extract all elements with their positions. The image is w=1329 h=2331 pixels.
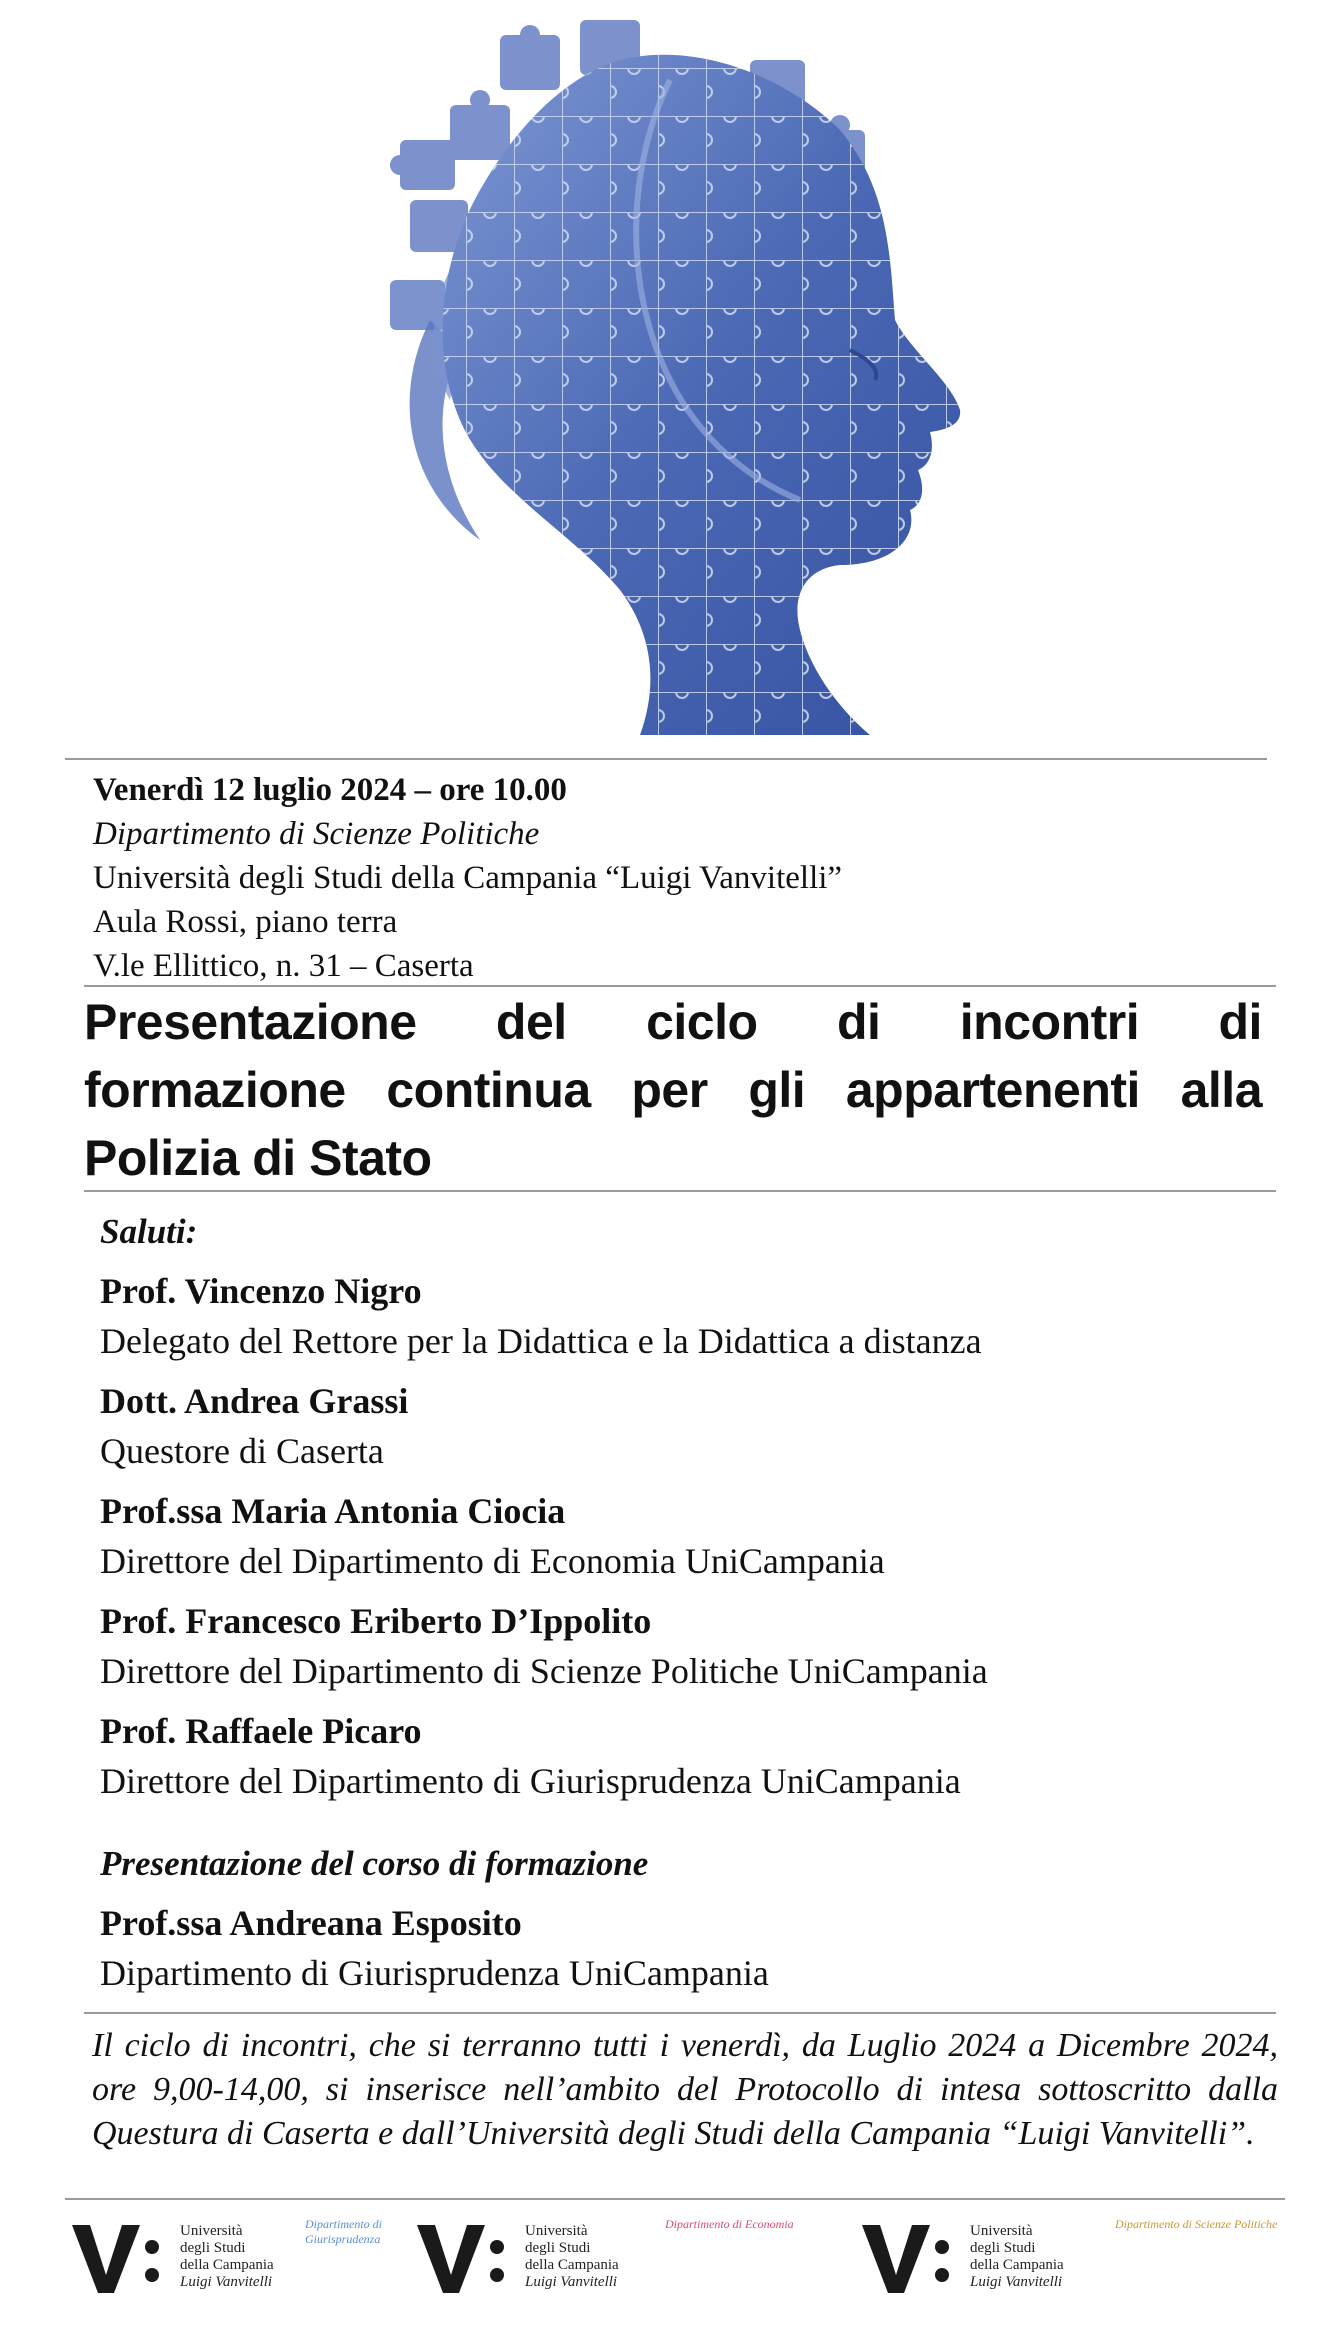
university-line: Luigi Vanvitelli <box>180 2274 273 2290</box>
university-line: degli Studi <box>180 2240 246 2256</box>
department-line: Dipartimento di Economia <box>665 2217 794 2231</box>
university-line: Università <box>180 2223 243 2239</box>
title-word: di <box>1218 994 1262 1050</box>
university-name <box>180 2223 274 2291</box>
speaker-role: Delegato del Rettore per la Didattica e la Didattica a distanza <box>100 1321 982 1361</box>
vanvitelli-v-icon <box>860 2223 950 2295</box>
department-label <box>1115 2217 1310 2232</box>
event-room: Aula Rossi, piano terra <box>93 904 398 940</box>
speaker-name: Prof. Raffaele Picaro <box>100 1711 422 1751</box>
university-line: Luigi Vanvitelli <box>970 2274 1063 2290</box>
speaker <box>100 1596 1280 1696</box>
logo-scienze-politiche <box>860 2205 1310 2315</box>
speaker <box>100 1898 1280 1998</box>
university-line: della Campania <box>525 2257 619 2273</box>
speaker <box>100 1486 1280 1586</box>
divider <box>65 2198 1285 2200</box>
event-university: Università degli Studi della Campania “Luigi Vanvitelli” <box>93 860 843 896</box>
speaker <box>100 1376 1280 1476</box>
university-line: Università <box>525 2223 588 2239</box>
speaker-role: Dipartimento di Giurisprudenza UniCampania <box>100 1953 769 1993</box>
department-line: Dipartimento di Scienze Politiche <box>1115 2217 1278 2231</box>
department-line: Dipartimento di <box>305 2217 382 2231</box>
logo-giurisprudenza <box>70 2205 410 2315</box>
university-name <box>525 2223 619 2291</box>
university-line: della Campania <box>180 2257 274 2273</box>
logo-economia <box>415 2205 835 2315</box>
department-line: Giurisprudenza <box>305 2232 381 2246</box>
speaker-role: Direttore del Dipartimento di Economia UniCampania <box>100 1541 885 1581</box>
speaker-name: Dott. Andrea Grassi <box>100 1381 409 1421</box>
title-line-3: Polizia di Stato <box>84 1130 432 1186</box>
course-heading: Presentazione del corso di formazione <box>100 1844 649 1883</box>
divider <box>84 1190 1276 1192</box>
vanvitelli-v-icon <box>70 2223 160 2295</box>
event-date: Venerdì 12 luglio 2024 – ore 10.00 <box>93 772 567 808</box>
title-word: Presentazione <box>84 994 417 1050</box>
event-address: V.le Ellittico, n. 31 – Caserta <box>93 948 474 984</box>
university-line: degli Studi <box>525 2240 591 2256</box>
speaker-role: Questore di Caserta <box>100 1431 384 1471</box>
speaker-name: Prof.ssa Maria Antonia Ciocia <box>100 1491 566 1531</box>
logo-strip <box>70 2205 1310 2315</box>
divider <box>65 758 1267 760</box>
speaker-name: Prof. Vincenzo Nigro <box>100 1271 422 1311</box>
speaker-name: Prof. Francesco Eriberto D’Ippolito <box>100 1601 652 1641</box>
department-label <box>665 2217 835 2232</box>
vanvitelli-v-icon <box>415 2223 505 2295</box>
university-name <box>970 2223 1064 2291</box>
divider <box>84 985 1276 987</box>
program <box>100 1208 1280 1998</box>
speaker <box>100 1266 1280 1366</box>
event-details <box>93 768 1273 988</box>
department-label <box>305 2217 415 2247</box>
speaker-role: Direttore del Dipartimento di Giurisprudenza UniCampania <box>100 1761 961 1801</box>
university-line: Luigi Vanvitelli <box>525 2274 618 2290</box>
title-word: di <box>836 994 881 1050</box>
footer-note: Il ciclo di incontri, che si terranno tutti i venerdì, da Luglio 2024 a Dicembre 2024, ore 9,00-14,00, si inserisce nell’ambito del Protocollo di intesa sottoscritto dalla Questura di Caserta e dall’Università degli Studi della Campania “Luigi Vanvitelli”. <box>92 2027 1278 2152</box>
title-word: ciclo <box>646 994 758 1050</box>
title-line-2: formazione continua per gli appartenenti alla <box>84 1062 1262 1118</box>
divider <box>84 2012 1276 2014</box>
speaker-role: Direttore del Dipartimento di Scienze Politiche UniCampania <box>100 1651 988 1691</box>
title-word: incontri <box>959 994 1140 1050</box>
university-line: Università <box>970 2223 1033 2239</box>
event-department: Dipartimento di Scienze Politiche <box>93 816 540 852</box>
greetings-heading: Saluti: <box>100 1212 198 1251</box>
university-line: degli Studi <box>970 2240 1036 2256</box>
university-line: della Campania <box>970 2257 1064 2273</box>
title-line-1 <box>84 988 1262 1056</box>
puzzle-head-illustration <box>370 20 1010 750</box>
speaker <box>100 1706 1280 1806</box>
title-word: del <box>495 994 567 1050</box>
speaker-name: Prof.ssa Andreana Esposito <box>100 1903 522 1943</box>
page-title <box>84 988 1262 1192</box>
